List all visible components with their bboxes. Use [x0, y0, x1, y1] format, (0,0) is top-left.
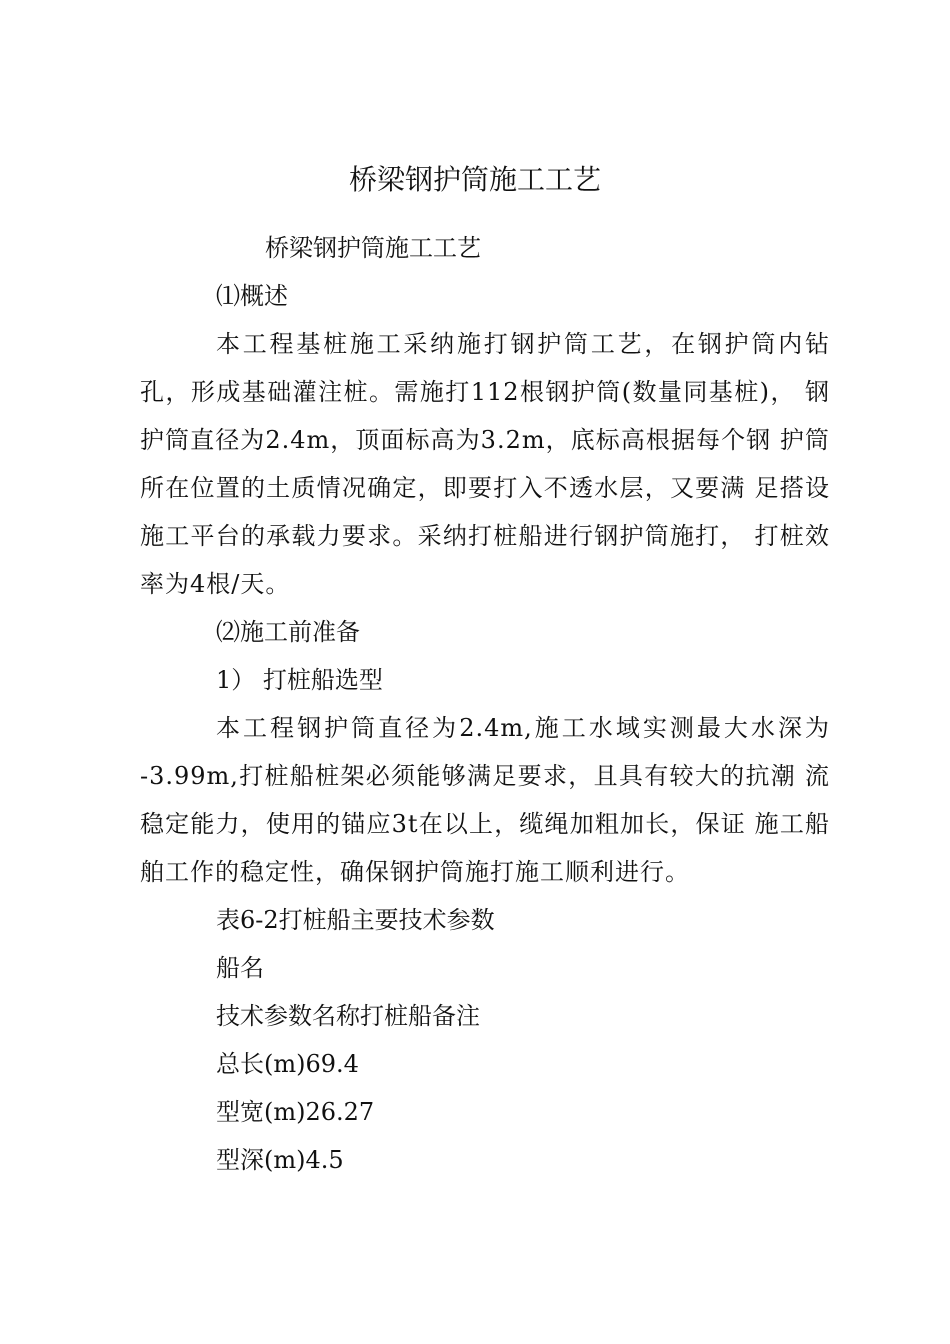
paragraph-pile-ship: 本工程钢护筒直径为2.4m,施工水域实测最大水深为 -3.99m,打桩船桩架必须能够满足要求，且具有较大的抗潮 流稳定能力，使用的锚应3t在以上，缆绳加粗加长，保证 施工船舶工作的稳定性，确保钢护筒施打施工顺利进行。 — [140, 714, 830, 886]
document-subtitle: 桥梁钢护筒施工工艺 — [265, 234, 481, 262]
table-line-width: 型宽(m)26.27 — [216, 1098, 375, 1126]
section-heading-preparation: ⑵施工前准备 — [216, 618, 360, 646]
section-heading-overview: ⑴概述 — [216, 282, 288, 310]
table-line-header: 技术参数名称打桩船备注 — [216, 1002, 480, 1030]
table-caption: 表6-2打桩船主要技术参数 — [216, 906, 495, 934]
document-title: 桥梁钢护筒施工工艺 — [348, 163, 601, 196]
table-line-ship-name: 船名 — [216, 954, 264, 982]
item-heading-pile-ship-selection: 1） 打桩船选型 — [216, 666, 383, 694]
table-line-length: 总长(m)69.4 — [216, 1050, 359, 1078]
table-line-depth: 型深(m)4.5 — [216, 1146, 344, 1174]
paragraph-overview: 本工程基桩施工采纳施打钢护筒工艺，在钢护筒内钻孔，形成基础灌注桩。需施打112根钢护筒(数量同基桩)， 钢护筒直径为2.4m，顶面标高为3.2m，底标高根据每个钢 护筒所在位置的土质情况确定，即要打入不透水层，又要满 足搭设施工平台的承载力要求。采纳打桩船进行钢护筒施打， 打桩效率为4根/天。 — [140, 330, 830, 598]
document-body — [140, 232, 830, 1192]
